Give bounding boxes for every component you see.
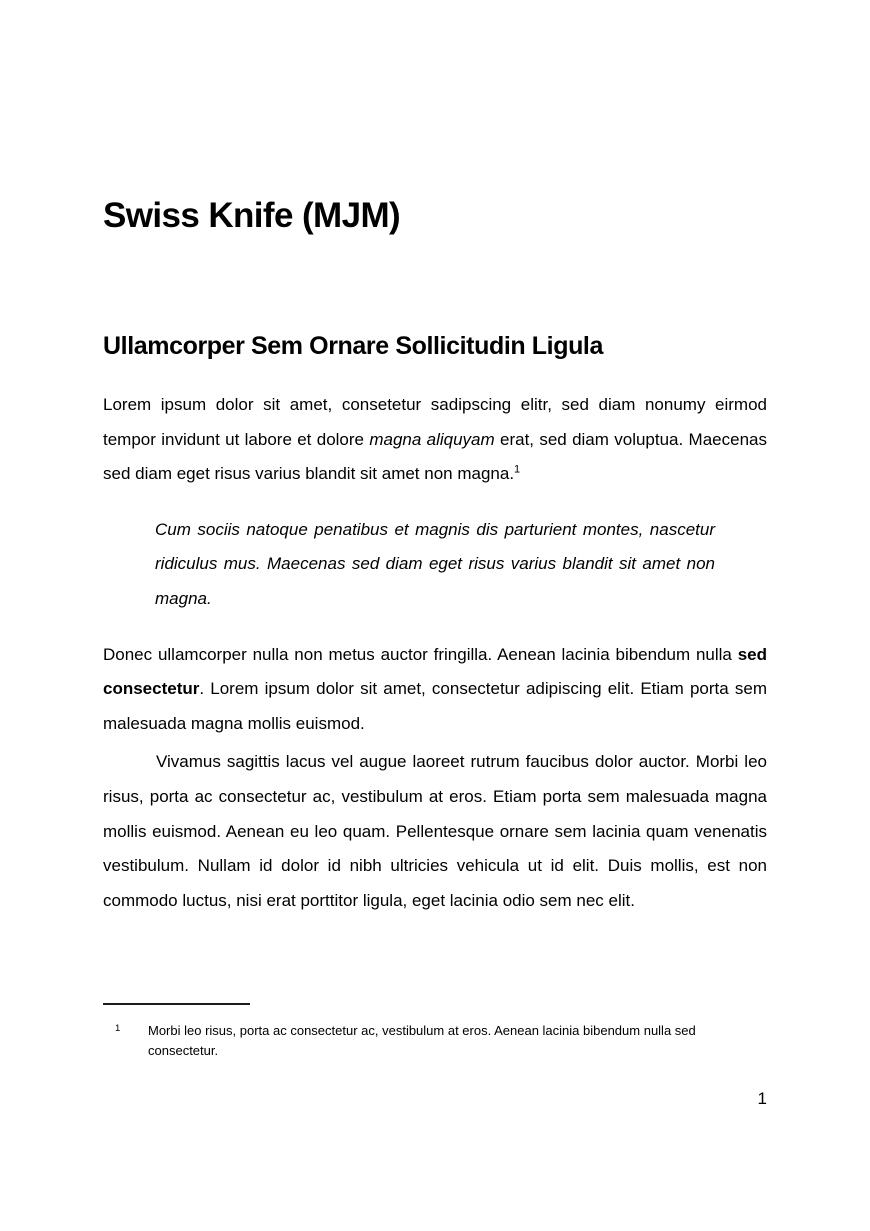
document-title: Swiss Knife (MJM)	[103, 196, 401, 235]
section-heading: Ullamcorper Sem Ornare Sollicitudin Ligula	[103, 332, 603, 360]
footnote-marker: 1	[115, 1023, 121, 1035]
footnote-rule	[103, 1003, 250, 1005]
footnote-text: Morbi leo risus, porta ac consectetur ac, vestibulum at eros. Aenean lacinia bibendum nulla sed consectetur.	[148, 1023, 696, 1059]
blockquote: Cum sociis natoque penatibus et magnis dis parturient montes, nascetur ridiculus mus. Maecenas sed diam eget risus varius blandit sit amet non magna.	[155, 519, 715, 608]
page-number: 1	[757, 1089, 767, 1109]
page-content	[103, 195, 767, 1109]
paragraph-vivamus: Vivamus sagittis lacus vel augue laoreet rutrum faucibus dolor auctor. Morbi leo risus, porta ac consectetur ac, vestibulum at eros. Etiam porta sem malesuada magna mollis euismod. Aenean eu leo quam. Pellentesque ornare sem lacinia quam venenatis vestibulum. Nullam id dolor id nibh ultricies vehicula ut id elit. Duis mollis, est non commodo luctus, nisi erat porttitor ligula, eget lacinia odio sem nec elit.	[103, 752, 767, 910]
paragraph-lorem: Lorem ipsum dolor sit amet, consetetur sadipscing elitr, sed diam nonumy eirmod tempor invidunt ut labore et dolore magna aliquyam erat, sed diam voluptua. Maecenas sed diam eget risus varius blandit sit amet non magna.$^1$	[103, 395, 767, 484]
footnote	[103, 1021, 767, 1061]
paragraph-donec: Donec ullamcorper nulla non metus auctor fringilla. Aenean lacinia bibendum nulla sed consectetur. Lorem ipsum dolor sit amet, consectetur adipiscing elit. Etiam porta sem malesuada magna mollis euismod.	[103, 644, 767, 733]
